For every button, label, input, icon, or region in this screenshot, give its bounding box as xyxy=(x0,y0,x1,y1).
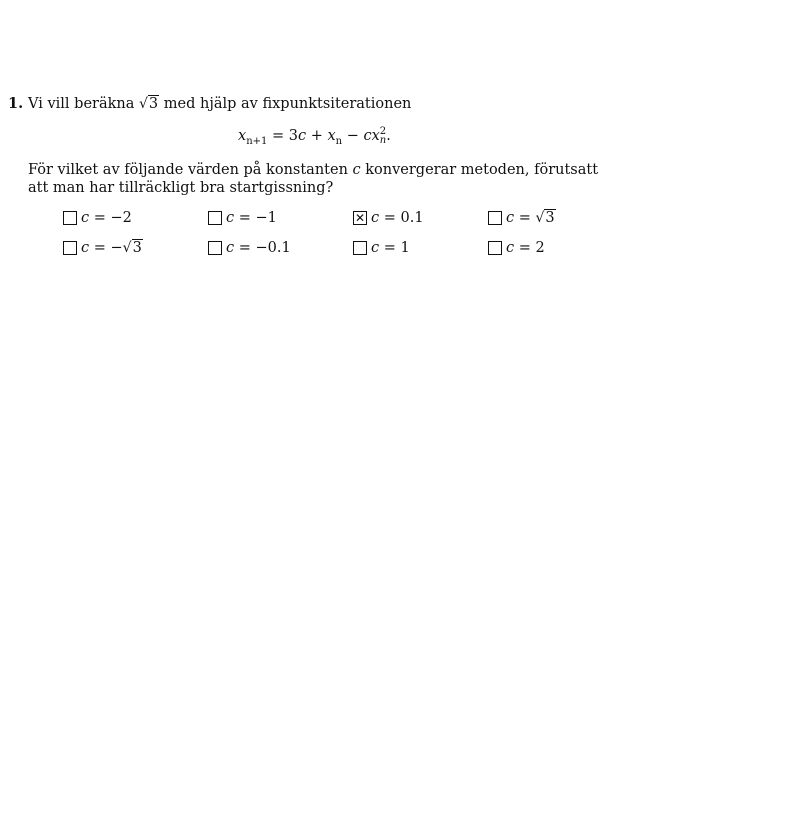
question-body xyxy=(28,161,608,197)
eq-rhs-x2-sub: n xyxy=(379,135,387,146)
eq-lhs-var: x xyxy=(238,128,247,144)
radical-sign: √ xyxy=(139,96,148,112)
option-c-0-1[interactable] xyxy=(353,209,424,227)
eq-rhs-x: x xyxy=(327,128,336,144)
radical-sign: √ xyxy=(122,240,132,256)
eq-rhs-x-sub: n xyxy=(335,135,343,147)
checkbox[interactable] xyxy=(208,241,222,255)
question-intro xyxy=(8,95,411,113)
checkbox[interactable] xyxy=(208,211,222,225)
sqrt-radicand: 3 xyxy=(545,210,555,226)
body-var: c xyxy=(352,162,361,178)
sqrt-expression xyxy=(139,95,159,113)
intro-text-before: Vi vill beräkna xyxy=(28,96,139,112)
checkbox[interactable] xyxy=(488,241,502,255)
option-label: = −0.1 xyxy=(234,240,291,256)
iteration-equation xyxy=(238,127,391,145)
checkbox[interactable] xyxy=(63,211,77,225)
sqrt-radicand: 3 xyxy=(132,240,142,256)
eq-rhs-c1: c xyxy=(297,128,307,144)
option-var: c xyxy=(371,210,380,226)
option-var: c xyxy=(81,210,90,226)
eq-rhs-part1: = 3 xyxy=(267,128,298,144)
sqrt-expression xyxy=(536,209,556,227)
option-label: = xyxy=(514,210,536,226)
eq-rhs-x2: x xyxy=(371,128,380,144)
intro-text-after: med hjälp av fixpunktsiterationen xyxy=(159,96,412,112)
eq-rhs-c2: c xyxy=(363,128,372,144)
eq-minus: − xyxy=(342,128,364,144)
sqrt-expression xyxy=(123,239,143,257)
option-c-1[interactable] xyxy=(353,239,410,257)
option-label: = 2 xyxy=(514,240,545,256)
option-c-minus-0-1[interactable] xyxy=(208,239,291,257)
check-mark-icon: ✕ xyxy=(354,211,366,225)
eq-plus: + xyxy=(306,128,328,144)
option-var: c xyxy=(506,210,515,226)
sqrt-radicand: 3 xyxy=(148,96,159,112)
checkbox[interactable] xyxy=(353,241,367,255)
radical-sign: √ xyxy=(535,210,545,226)
eq-lhs-sub: n+1 xyxy=(246,135,268,147)
option-label: = 1 xyxy=(379,240,410,256)
checkbox[interactable] xyxy=(63,241,77,255)
option-var: c xyxy=(371,240,380,256)
option-c-sqrt3[interactable] xyxy=(488,209,556,227)
option-c-2[interactable] xyxy=(488,239,545,257)
option-label: = −1 xyxy=(234,210,277,226)
option-c-minus-sqrt3[interactable] xyxy=(63,239,143,257)
checkbox[interactable] xyxy=(488,211,502,225)
eq-rhs-x2-sup: 2 xyxy=(379,126,387,137)
option-var: c xyxy=(226,240,235,256)
option-label: = − xyxy=(89,240,123,256)
body-text-before: För vilket av följande värden på konstanten xyxy=(28,162,353,178)
option-label: = −2 xyxy=(89,210,132,226)
option-var: c xyxy=(81,240,90,256)
option-c-minus-2[interactable] xyxy=(63,209,132,227)
question-number: 1. xyxy=(8,95,24,112)
eq-end: . xyxy=(386,128,391,144)
checkbox-checked[interactable] xyxy=(353,211,367,225)
option-var: c xyxy=(226,210,235,226)
option-label: = 0.1 xyxy=(379,210,424,226)
option-var: c xyxy=(506,240,515,256)
body-text-after: konvergerar metoden, förutsatt att man har tillräckligt bra startgissning? xyxy=(28,162,599,196)
option-c-minus-1[interactable] xyxy=(208,209,277,227)
